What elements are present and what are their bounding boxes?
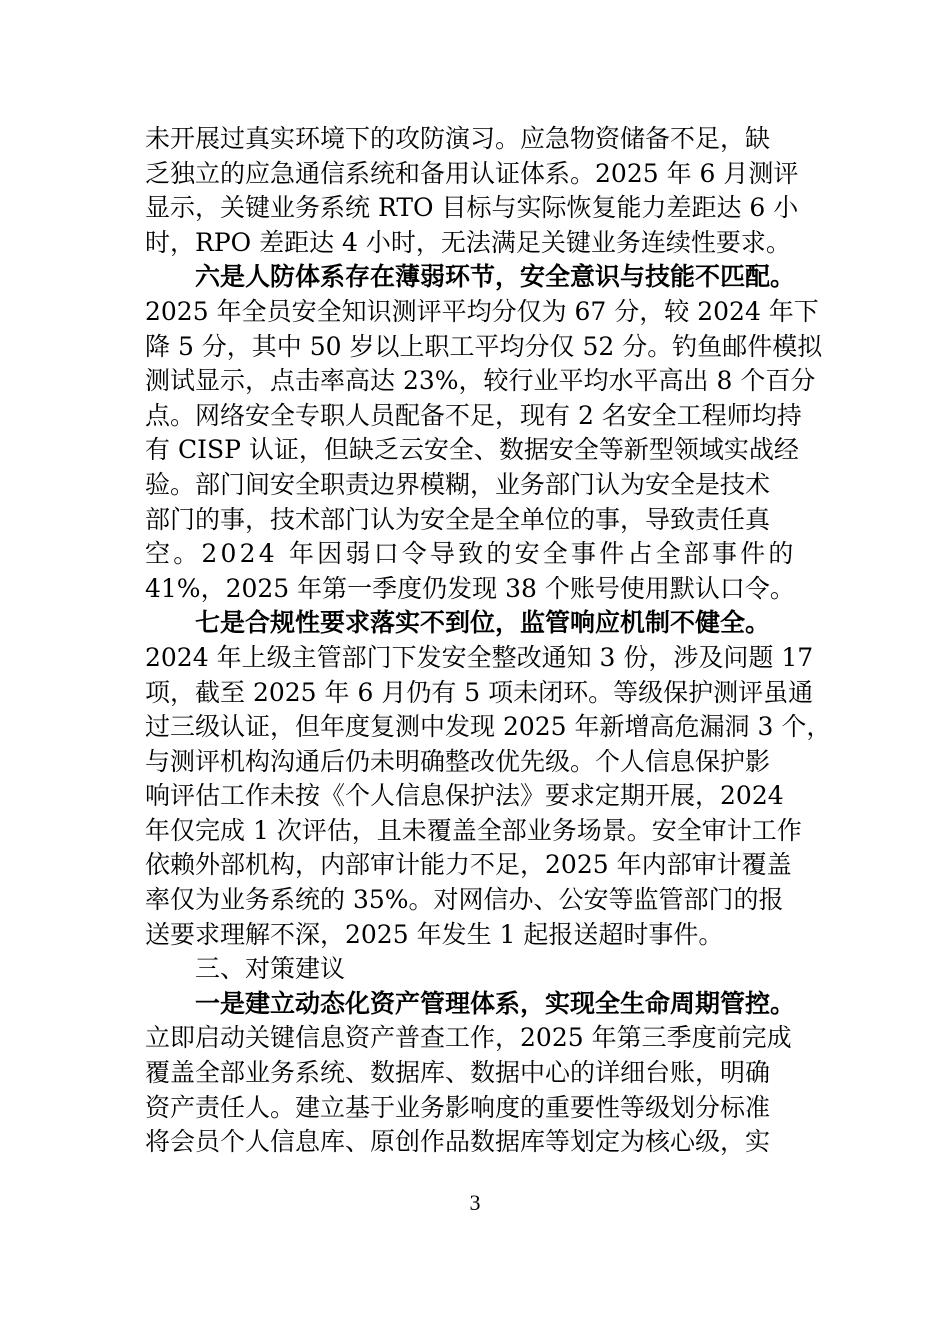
body-line: 过三级认证，但年度复测中发现 2025 年新增高危漏洞 3 个， <box>145 712 832 742</box>
body-line: 降 5 分，其中 50 岁以上职工平均分仅 52 分。钓鱼邮件模拟 <box>145 331 823 361</box>
page-number: 3 <box>469 1190 481 1215</box>
body-line: 部门的事，技术部门认为安全是全单位的事，导致责任真 <box>145 504 771 534</box>
body-line: 年仅完成 1 次评估，且未覆盖全部业务场景。安全审计工作 <box>145 815 802 845</box>
body-line: 2025 年全员安全知识测评平均分仅为 67 分，较 2024 年下 <box>145 296 819 326</box>
section-heading-one: 一是建立动态化资产管理体系，实现全生命周期管控。 <box>195 988 796 1018</box>
body-line: 验。部门间安全职责边界模糊，业务部门认为安全是技术 <box>145 469 771 499</box>
body-line: 立即启动关键信息资产普查工作，2025 年第三季度前完成 <box>145 1023 792 1053</box>
body-line: 显示，关键业务系统 RTO 目标与实际恢复能力差距达 6 小 <box>145 193 799 223</box>
body-line: 与测评机构沟通后仍未明确整改优先级。个人信息保护影 <box>145 746 771 776</box>
body-line: 2024 年上级主管部门下发安全整改通知 3 份，涉及问题 17 <box>145 642 814 672</box>
body-line: 响评估工作未按《个人信息保护法》要求定期开展，2024 <box>145 781 784 811</box>
section-heading-seven: 七是合规性要求落实不到位，监管响应机制不健全。 <box>195 608 771 638</box>
body-line: 时，RPO 差距达 4 小时，无法满足关键业务连续性要求。 <box>145 227 791 257</box>
body-line: 覆盖全部业务系统、数据库、数据中心的详细台账，明确 <box>145 1058 771 1088</box>
body-line: 项，截至 2025 年 6 月仍有 5 项未闭环。等级保护测评虽通 <box>145 677 814 707</box>
body-line: 率仅为业务系统的 35%。对网信办、公安等监管部门的报 <box>145 885 784 915</box>
body-line: 未开展过真实环境下的攻防演习。应急物资储备不足，缺 <box>145 124 771 153</box>
body-line: 资产责任人。建立基于业务影响度的重要性等级划分标准 <box>145 1092 771 1122</box>
body-line: 点。网络安全专职人员配备不足，现有 2 名安全工程师均持 <box>145 400 802 430</box>
body-line: 有 CISP 认证，但缺乏云安全、数据安全等新型领域实战经 <box>145 435 799 465</box>
document-body <box>145 122 832 1160</box>
body-line: 41%，2025 年第一季度仍发现 38 个账号使用默认口令。 <box>145 573 795 603</box>
chapter-heading-countermeasures: 三、对策建议 <box>195 954 346 984</box>
body-line: 将会员个人信息库、原创作品数据库等划定为核心级，实 <box>145 1127 771 1157</box>
section-heading-six: 六是人防体系存在薄弱环节，安全意识与技能不匹配。 <box>195 262 796 292</box>
body-line: 依赖外部机构，内部审计能力不足，2025 年内部审计覆盖 <box>145 850 792 880</box>
body-line: 空。2024 年因弱口令导致的安全事件占全部事件的 <box>145 539 797 569</box>
body-line: 乏独立的应急通信系统和备用认证体系。2025 年 6 月测评 <box>145 158 799 188</box>
body-line: 测试显示，点击率高达 23%，较行业平均水平高出 8 个百分 <box>145 366 816 396</box>
body-line: 送要求理解不深，2025 年发生 1 起报送超时事件。 <box>145 919 724 949</box>
